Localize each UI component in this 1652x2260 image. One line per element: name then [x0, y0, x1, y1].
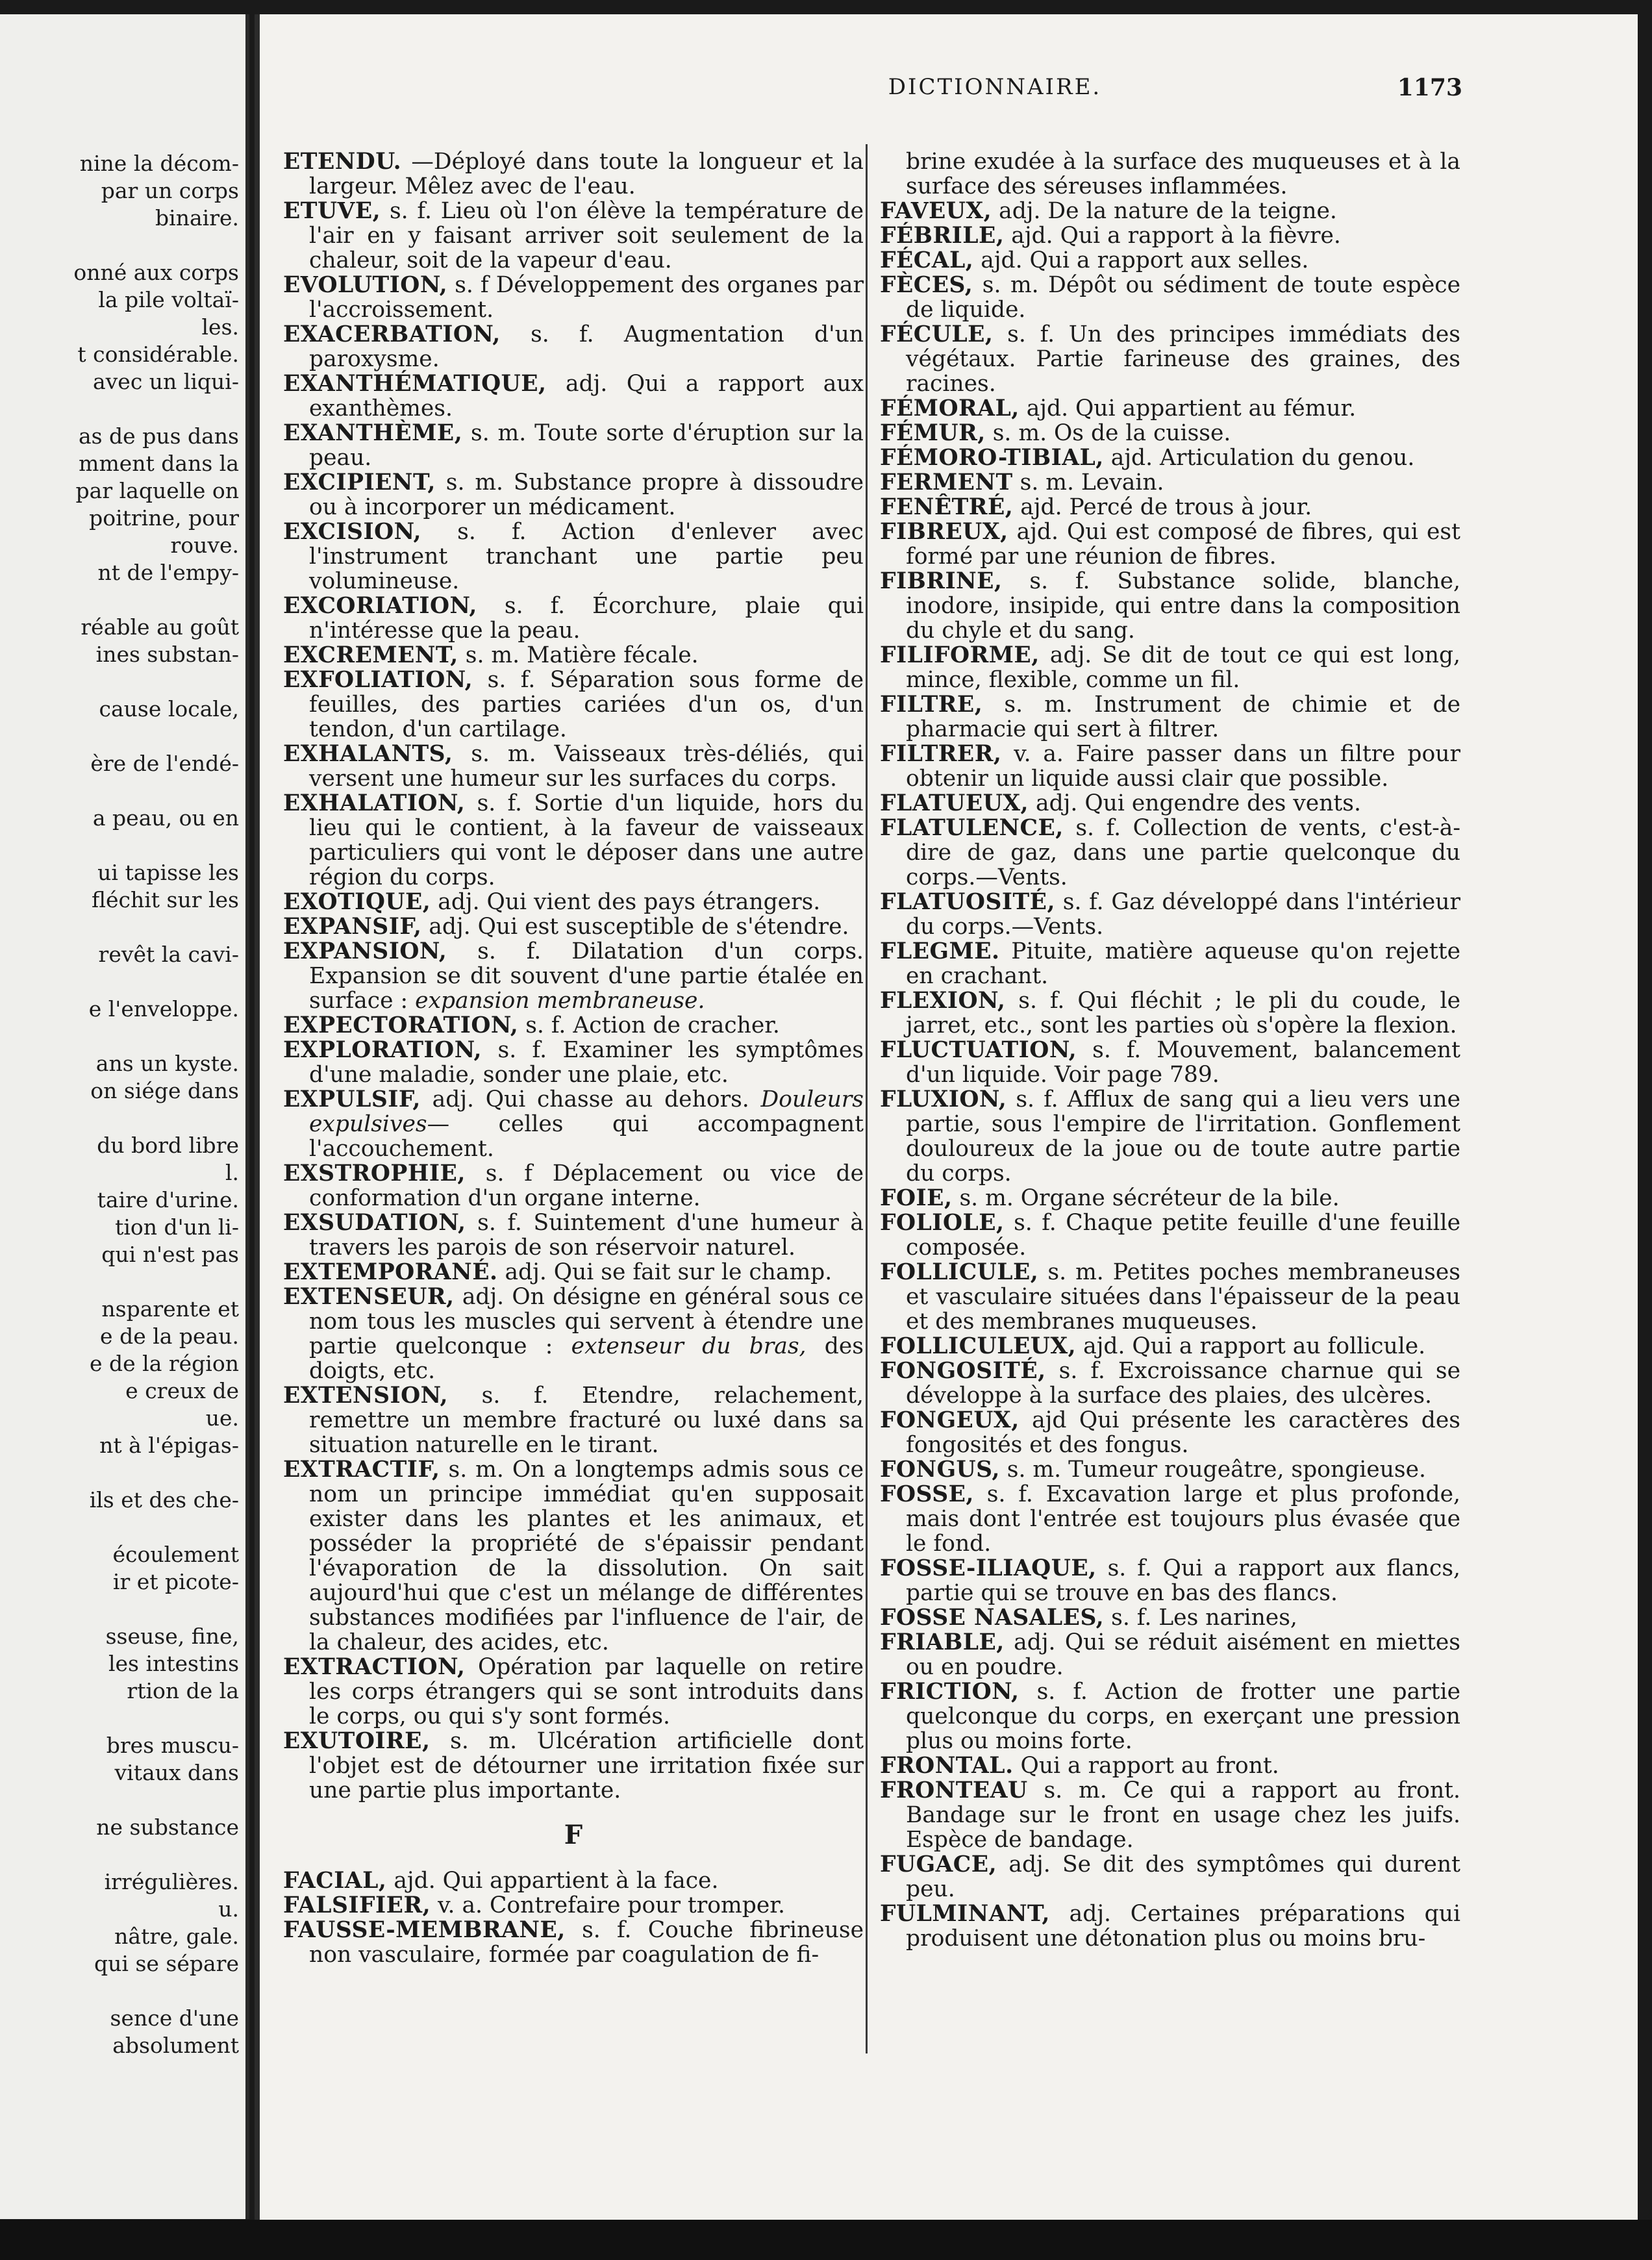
dictionary-entry — [283, 914, 864, 939]
facing-page-line: nine la décom- — [79, 151, 239, 176]
entry-definition: s. f. Collection de vents, c'est-à-dire de gaz, dans une partie quelconque du corps.—Vents. — [906, 815, 1460, 890]
facing-page-line: ans un kyste. — [95, 1051, 239, 1076]
dictionary-entry — [283, 742, 864, 791]
facing-page-line: t considérable. — [77, 342, 239, 367]
dictionary-entry — [283, 1161, 864, 1211]
facing-page-line: ne substance — [96, 1814, 239, 1840]
entry-headword: ETUVE, — [283, 198, 381, 224]
entry-definition: adj. De la nature de la teigne. — [999, 198, 1337, 224]
dictionary-page — [255, 14, 1638, 2254]
entry-headword: EXSUDATION, — [283, 1210, 466, 1236]
left-column — [283, 149, 864, 1967]
dictionary-entry — [283, 322, 864, 371]
entry-definition: s. f. Séparation sous forme de feuilles, des parties cariées d'un os, d'un tendon, d'un cartilage. — [309, 667, 864, 742]
entry-definition: adj. Qui vient des pays étrangers. — [438, 889, 821, 915]
entry-headword: FOSSE, — [880, 1481, 974, 1507]
facing-page-line: les intestins — [108, 1651, 239, 1676]
dictionary-entry — [880, 421, 1460, 446]
facing-page-line: on siége dans — [90, 1078, 239, 1103]
dictionary-entry-exploration — [283, 1038, 864, 1087]
facing-page-line: l. — [225, 1160, 239, 1185]
entry-definition: adj. Certaines préparations qui produisent une détonation plus ou moins bru- — [906, 1901, 1460, 1952]
entry-definition: s. f. Etendre, relachement, remettre un membre fracturé ou luxé dans sa situation naturelle en le tirant. — [309, 1383, 864, 1458]
entry-headword: FÉMORAL, — [880, 396, 1020, 421]
entry-definition: s. f. Substance solide, blanche, inodore, insipide, qui entre dans la composition du chyle et du sang. — [906, 568, 1461, 644]
entry-headword: FRONTEAU — [880, 1777, 1028, 1803]
dictionary-entry — [880, 1482, 1460, 1556]
entry-definition: ajd. Qui appartient à la face. — [394, 1868, 719, 1894]
entry-definition: s. f. Couche fibrineuse non vasculaire, formée par coagulation de fi- — [309, 1917, 864, 1968]
facing-page-line: la pile voltaï- — [98, 287, 239, 312]
entry-definition: s. m. Ulcération artificielle dont l'objet est de détourner une irritation fixée sur une partie plus importante. — [309, 1728, 864, 1803]
entry-group-f-start — [283, 1868, 864, 1967]
entry-headword: FLATUOSITÉ, — [880, 889, 1055, 915]
dictionary-entry — [283, 668, 864, 742]
entry-definition: s. f. Qui a rapport aux flancs, partie qui se trouve en bas des flancs. — [906, 1555, 1461, 1606]
dictionary-entry — [283, 1383, 864, 1457]
entry-headword: EXTENSEUR, — [283, 1284, 455, 1310]
entry-group-e-part1 — [283, 149, 864, 939]
entry-headword: FÉMORO-TIBIAL, — [880, 445, 1104, 471]
entry-definition: s. m. Levain. — [1020, 470, 1164, 496]
facing-page-line: avec un liqui- — [92, 369, 239, 394]
dictionary-entry — [283, 890, 864, 914]
facing-page-line: onné aux corps — [73, 260, 239, 285]
entry-headword: FIBREUX, — [880, 519, 1008, 545]
dictionary-entry — [283, 520, 864, 594]
facing-page-line: irrégulières. — [104, 1869, 239, 1894]
entry-definition: ajd. Qui est composé de fibres, qui est formé par une réunion de fibres. — [906, 519, 1460, 570]
facing-page-line: écoulement — [112, 1542, 239, 1567]
dictionary-entry — [880, 396, 1460, 421]
entry-headword: ETENDU. — [283, 149, 402, 175]
dictionary-entry — [880, 1605, 1460, 1630]
dictionary-entry — [880, 495, 1460, 520]
facing-page-line: u. — [218, 1896, 239, 1922]
entry-headword: EXPULSIF, — [283, 1086, 421, 1112]
entry-headword: FÉCAL, — [880, 247, 974, 273]
facing-page-line: par un corps — [101, 178, 239, 203]
facing-page-line: bres muscu- — [106, 1733, 239, 1758]
entry-definition: ajd. Qui appartient au fémur. — [1026, 396, 1357, 421]
entry-headword: FILTRER, — [880, 741, 1002, 767]
dictionary-entry — [880, 1359, 1460, 1408]
entry-headword: FLEGME. — [880, 938, 1000, 964]
dictionary-entry — [283, 470, 864, 520]
dictionary-entry — [880, 791, 1460, 816]
entry-headword: EXUTOIRE, — [283, 1728, 431, 1754]
dictionary-entry — [880, 199, 1460, 223]
entry-definition: s. m. Substance propre à dissoudre ou à incorporer un médicament. — [309, 470, 864, 520]
facing-page-line: e l'enveloppe. — [88, 996, 239, 1022]
facing-page-line: nâtre, gale. — [114, 1924, 239, 1949]
entry-headword: FUGACE, — [880, 1852, 997, 1877]
entry-definition: s. f. Un des principes immédiats des végétaux. Partie farineuse des graines, des racines. — [906, 321, 1461, 397]
entry-definition: s. m. Os de la cuisse. — [992, 420, 1231, 446]
entry-definition: ajd. Qui a rapport aux selles. — [981, 247, 1309, 273]
entry-definition: s. f Déplacement ou vice de conformation d'un organe interne. — [309, 1161, 864, 1211]
dictionary-entry — [880, 1556, 1460, 1605]
entry-definition-cont: — celles qui accompagnent l'accouchement. — [309, 1111, 864, 1162]
entry-definition: adj. Se dit des symptômes qui durent peu. — [906, 1852, 1460, 1902]
dictionary-entry — [880, 692, 1460, 742]
entry-italic-example: expansion membraneuse. — [415, 988, 705, 1014]
dictionary-entry — [880, 149, 1460, 199]
entry-headword: EXANTHÉMATIQUE, — [283, 371, 547, 397]
right-column — [880, 149, 1460, 1951]
entry-definition: s. f. Mouvement, balancement d'un liquide. Voir page 789. — [906, 1037, 1460, 1088]
entry-headword: FLUXION, — [880, 1086, 1007, 1112]
facing-page-fragment — [0, 14, 249, 2219]
facing-page-line: nt de l'empy- — [97, 560, 239, 585]
dictionary-entry — [880, 1408, 1460, 1457]
dictionary-entry — [880, 1852, 1460, 1902]
facing-page-line: nt à l'épigas- — [99, 1433, 239, 1458]
dictionary-entry — [880, 446, 1460, 470]
entry-headword: FÈCES, — [880, 272, 973, 298]
dictionary-entry — [880, 1334, 1460, 1359]
entry-headword: EXCORIATION, — [283, 593, 477, 619]
dictionary-entry — [880, 1778, 1460, 1852]
facing-page-line: as de pus dans — [78, 423, 239, 449]
dictionary-entry — [880, 569, 1460, 643]
entry-definition: v. a. Faire passer dans un filtre pour obtenir un liquide aussi clair que possible. — [906, 741, 1460, 792]
page-number: 1173 — [1397, 74, 1462, 101]
letter-section-heading: F — [564, 1820, 583, 1850]
entry-definition: s. f. Examiner les symptômes d'une maladie, sonder une plaie, etc. — [309, 1037, 864, 1088]
dictionary-entry — [283, 643, 864, 668]
entry-headword: FRONTAL. — [880, 1753, 1014, 1779]
entry-definition: s. m. Organe sécréteur de la bile. — [959, 1185, 1340, 1211]
entry-headword: FOLIOLE, — [880, 1210, 1005, 1236]
entry-headword: FONGEUX, — [880, 1407, 1020, 1433]
entry-headword: EXHALANTS, — [283, 741, 453, 767]
facing-page-line: sence d'une — [110, 2005, 239, 2031]
entry-definition: s. f. Qui fléchit ; le pli du coude, le jarret, etc., sont les parties où s'opère la flexion. — [906, 988, 1461, 1038]
facing-page-line: du bord libre — [97, 1133, 239, 1158]
page-gutter-shadow — [255, 14, 260, 2254]
dictionary-entry — [880, 1186, 1460, 1211]
entry-headword: FONGUS, — [880, 1457, 1000, 1483]
entry-headword: EXHALATION, — [283, 790, 466, 816]
facing-page-line: cause locale, — [99, 696, 239, 722]
dictionary-entry — [283, 1260, 864, 1285]
dictionary-entry — [283, 273, 864, 322]
entry-definition: ajd. Qui a rapport à la fièvre. — [1011, 223, 1341, 249]
entry-headword: EVOLUTION, — [283, 272, 448, 298]
entry-headword: FLEXION, — [880, 988, 1006, 1014]
facing-page-line: a peau, ou en — [92, 805, 239, 831]
facing-page-line: ère de l'endé- — [90, 751, 239, 776]
entry-definition: —Déployé dans toute la longueur et la largeur. Mêlez avec de l'eau. — [309, 149, 864, 199]
dictionary-entry — [880, 470, 1460, 495]
entry-definition: Opération par laquelle on retire les corps étrangers qui se sont introduits dans le corps, ou qui s'y sont formés. — [309, 1654, 864, 1729]
dictionary-entry — [880, 890, 1460, 939]
entry-headword: EXACERBATION, — [283, 321, 501, 347]
entry-headword: FÉMUR, — [880, 420, 986, 446]
dictionary-entry — [283, 1868, 864, 1893]
dictionary-entry — [880, 1630, 1460, 1679]
entry-headword: EXPANSION, — [283, 938, 447, 964]
entry-definition: s. m. Tumeur rougeâtre, spongieuse. — [1007, 1457, 1427, 1483]
facing-page-line: ines substan- — [95, 642, 239, 667]
entry-group-e-part2 — [283, 1161, 864, 1285]
entry-headword: EXSTROPHIE, — [283, 1161, 466, 1186]
facing-page-line: ue. — [205, 1405, 239, 1431]
facing-page-line: revêt la cavi- — [98, 942, 239, 967]
entry-definition: adj. Qui se fait sur le champ. — [505, 1259, 832, 1285]
entry-definition: ajd. Articulation du genou. — [1110, 445, 1415, 471]
entry-headword: FRICTION, — [880, 1679, 1020, 1705]
dictionary-entry — [283, 371, 864, 421]
facing-page-line: ils et des che- — [89, 1487, 239, 1513]
dictionary-entry — [283, 1457, 864, 1655]
entry-definition: ajd. Percé de trous à jour. — [1020, 494, 1312, 520]
entry-headword: EXFOLIATION, — [283, 667, 473, 693]
dictionary-entry — [880, 273, 1460, 322]
entry-definition: s. f. Lieu où l'on élève la température de l'air en y faisant arriver soit seulement de la chaleur, soit de la vapeur d'eau. — [309, 198, 864, 273]
entry-headword: FAVEUX, — [880, 198, 992, 224]
dictionary-entry — [283, 199, 864, 273]
entry-headword: FLATUEUX, — [880, 790, 1029, 816]
entry-definition: s. m. Instrument de chimie et de pharmacie qui sert à filtrer. — [906, 692, 1460, 742]
entry-headword: FALSIFIER, — [283, 1892, 431, 1918]
dictionary-entry — [283, 149, 864, 199]
entry-headword: EXTRACTION, — [283, 1654, 466, 1680]
entry-definition: adj. Qui chasse au dehors. — [432, 1086, 749, 1112]
entry-headword: EXOTIQUE, — [283, 889, 431, 915]
entry-headword: FOLLICULEUX, — [880, 1333, 1077, 1359]
dictionary-entry — [283, 1729, 864, 1803]
entry-definition: adj. Qui est susceptible de s'étendre. — [429, 914, 849, 940]
facing-page-line: sseuse, fine, — [105, 1624, 239, 1649]
entry-headword: FOSSE-ILIAQUE, — [880, 1555, 1097, 1581]
entry-definition: s. f. Dilatation d'un corps. Expansion se dit souvent d'une partie étalée en surface : — [309, 938, 864, 1014]
entry-headword: FÉBRILE, — [880, 223, 1005, 249]
entry-headword: EXPANSIF, — [283, 914, 422, 940]
facing-page-line: mment dans la — [79, 451, 239, 476]
dictionary-entry — [880, 1087, 1460, 1186]
entry-definition: Qui a rapport au front. — [1020, 1753, 1279, 1779]
facing-page-line: vitaux dans — [114, 1760, 239, 1785]
dictionary-entry — [880, 1211, 1460, 1260]
entry-headword: FILIFORME, — [880, 642, 1040, 668]
entry-definition: s. f. Excroissance charnue qui se développe à la surface des plaies, des ulcères. — [906, 1358, 1461, 1409]
entry-definition: s. m. Ce qui a rapport au front. Bandage sur le front en usage chez les juifs. Espèce de bandage. — [906, 1777, 1460, 1853]
facing-page-line: e creux de — [125, 1378, 239, 1403]
entry-definition: s. m. Toute sorte d'éruption sur la peau. — [309, 420, 864, 471]
entry-definition: adj. On désigne en général sous ce nom tous les muscles qui servent à étendre une partie quelconque : — [309, 1284, 864, 1359]
dictionary-entry — [880, 248, 1460, 273]
facing-page-line: qui n'est pas — [101, 1242, 239, 1267]
dictionary-entry — [283, 1918, 864, 1967]
entry-headword: EXPLORATION, — [283, 1037, 482, 1063]
dictionary-entry — [880, 520, 1460, 569]
entry-definition: s. f. Action de frotter une partie quelconque du corps, en exerçant une pression plus ou moins forte. — [906, 1679, 1460, 1754]
entry-definition: s. m. Dépôt ou sédiment de toute espèce de liquide. — [906, 272, 1460, 323]
entry-headword: EXANTHÈME, — [283, 420, 463, 446]
entry-headword: FOSSE NASALES, — [880, 1605, 1105, 1631]
dictionary-entry — [283, 1893, 864, 1918]
entry-headword: EXTENSION, — [283, 1383, 449, 1409]
entry-headword: FOIE, — [880, 1185, 953, 1211]
entry-italic-example: Douleurs expulsives — [309, 1086, 864, 1137]
entry-headword: FLATULENCE, — [880, 815, 1064, 841]
dictionary-entry — [283, 421, 864, 470]
entry-definition: s. f. Suintement d'une humeur à travers les parois de son réservoir naturel. — [309, 1210, 864, 1261]
facing-page-line: e de la région — [90, 1351, 239, 1376]
entry-headword: FAUSSE-MEMBRANE, — [283, 1917, 566, 1943]
entry-headword: EXTRACTIF, — [283, 1457, 440, 1483]
entry-definition: s. f. Les narines, — [1111, 1605, 1297, 1631]
entry-group-f — [880, 149, 1460, 1951]
entry-definition: brine exudée à la surface des muqueuses et à la surface des séreuses inflammées. — [906, 149, 1460, 199]
entry-headword: FIBRINE, — [880, 568, 1003, 594]
dictionary-entry — [283, 791, 864, 890]
entry-definition: adj. Se dit de tout ce qui est long, mince, flexible, comme un fil. — [906, 642, 1460, 693]
entry-headword: FOLLICULE, — [880, 1259, 1039, 1285]
facing-page-line: tion d'un li- — [115, 1214, 239, 1240]
entry-headword: FLUCTUATION, — [880, 1037, 1077, 1063]
facing-page-line: absolument — [112, 2033, 239, 2058]
dictionary-entry — [880, 322, 1460, 396]
facing-page-line: rtion de la — [127, 1678, 239, 1703]
entry-definition: s. m. Vaisseaux très-déliés, qui versent une humeur sur les surfaces du corps. — [309, 741, 864, 792]
entry-headword: EXCREMENT, — [283, 642, 458, 668]
entry-definition: s. f. Augmentation d'un paroxysme. — [309, 321, 864, 372]
dictionary-entry — [880, 1038, 1460, 1087]
column-divider — [866, 144, 868, 2053]
entry-group-e-part3 — [283, 1383, 864, 1803]
entry-definition: s. f. Action de cracher. — [525, 1012, 780, 1038]
entry-headword: FRIABLE, — [880, 1629, 1005, 1655]
facing-page-line: rouve. — [170, 533, 239, 558]
entry-headword: EXPECTORATION, — [283, 1012, 519, 1038]
dictionary-entry — [880, 223, 1460, 248]
entry-headword: FULMINANT, — [880, 1901, 1050, 1927]
dictionary-entry — [880, 939, 1460, 988]
facing-page-line: taire d'urine. — [97, 1187, 239, 1212]
entry-definition: s. f. Excavation large et plus profonde, mais dont l'entrée est toujours plus évasée que le fond. — [906, 1481, 1461, 1557]
entry-definition: s. f. Écorchure, plaie qui n'intéresse que la peau. — [309, 593, 864, 644]
dictionary-entry — [283, 1211, 864, 1260]
entry-headword: EXCIPIENT, — [283, 470, 436, 496]
entry-definition: adj. Qui a rapport aux exanthèmes. — [309, 371, 864, 421]
entry-definition: s. m. Matière fécale. — [465, 642, 699, 668]
running-title: DICTIONNAIRE. — [888, 74, 1102, 100]
facing-page-line: nsparente et — [101, 1296, 239, 1322]
entry-headword: FERMENT — [880, 470, 1013, 496]
facing-page-line: qui se sépare — [94, 1951, 239, 1976]
dictionary-entry-expectoration — [283, 1013, 864, 1038]
dictionary-entry-extenseur — [283, 1285, 864, 1383]
entry-definition: s. f. Afflux de sang qui a lieu vers une partie, sous l'empire de l'irritation. Gonflement douloureux de la joue ou de toute autre partie du corps. — [906, 1086, 1460, 1186]
entry-headword: EXCISION, — [283, 519, 421, 545]
entry-definition: ajd. Qui a rapport au follicule. — [1083, 1333, 1426, 1359]
facing-page-line: poitrine, pour — [89, 505, 239, 531]
entry-headword: FILTRE, — [880, 692, 983, 718]
facing-page-line: fléchit sur les — [91, 887, 239, 912]
entry-definition: v. a. Contrefaire pour tromper. — [438, 1892, 785, 1918]
entry-definition: Pituite, matière aqueuse qu'on rejette en crachant. — [906, 938, 1460, 989]
entry-definition: ajd Qui présente les caractères des fongosités et des fongus. — [906, 1407, 1460, 1458]
dictionary-entry-expansion — [283, 939, 864, 1013]
facing-page-line: ui tapisse les — [97, 860, 239, 885]
facing-page-line: les. — [201, 314, 239, 340]
entry-definition: s. f. Action d'enlever avec l'instrument tranchant une partie peu volumineuse. — [309, 519, 864, 594]
dictionary-entry-expulsif — [283, 1087, 864, 1161]
entry-headword: FÉCULE, — [880, 321, 994, 347]
entry-italic-example: extenseur du bras, — [571, 1333, 807, 1359]
entry-definition: s. f. Sortie d'un liquide, hors du lieu qui le contient, à la faveur de vaisseaux particuliers qui vont le déposer dans une autre région du corps. — [309, 790, 864, 890]
entry-definition: s. m. On a longtemps admis sous ce nom un principe immédiat qu'en supposait exister dans les plantes et les animaux, et posséder la propriété de s'épaissir pendant l'évaporation de la dissolution. On sait aujourd'hui que c'est un mélange de différentes substances modifiées par l'influence de l'air, de la chaleur, des acides, etc. — [309, 1457, 864, 1655]
entry-definition-cont: des doigts, etc. — [309, 1333, 864, 1384]
entry-definition: s. f. Gaz développé dans l'intérieur du corps.—Vents. — [906, 889, 1461, 940]
dictionary-entry — [880, 1753, 1460, 1778]
entry-definition: adj. Qui engendre des vents. — [1036, 790, 1361, 816]
dictionary-entry — [880, 742, 1460, 791]
entry-headword: FONGOSITÉ, — [880, 1358, 1046, 1384]
facing-page-line: ir et picote- — [112, 1569, 239, 1594]
entry-definition: s. f Développement des organes par l'accroissement. — [309, 272, 864, 323]
dictionary-entry — [880, 816, 1460, 890]
entry-headword: FENÊTRÉ, — [880, 494, 1014, 520]
facing-page-line: réable au goût — [81, 614, 239, 640]
entry-definition: s. m. Petites poches membraneuses et vasculaire situées dans l'épaisseur de la peau et des membranes muqueuses. — [906, 1259, 1460, 1335]
dictionary-entry — [880, 643, 1460, 692]
facing-page-line: e de la peau. — [100, 1324, 239, 1349]
facing-page-line: par laquelle on — [75, 478, 239, 503]
dictionary-entry — [283, 594, 864, 643]
dictionary-entry — [880, 1902, 1460, 1951]
dictionary-entry — [880, 1457, 1460, 1482]
dictionary-entry — [283, 1655, 864, 1729]
dictionary-entry — [880, 1260, 1460, 1334]
dictionary-entry — [880, 988, 1460, 1038]
scan-bottom-edge — [0, 2220, 1652, 2260]
entry-headword: EXTEMPORANÉ. — [283, 1259, 498, 1285]
entry-headword: FACIAL, — [283, 1868, 387, 1894]
dictionary-entry — [880, 1679, 1460, 1753]
entry-definition: s. f. Chaque petite feuille d'une feuille composée. — [906, 1210, 1461, 1261]
facing-page-line: binaire. — [155, 205, 239, 231]
entry-definition: adj. Qui se réduit aisément en miettes ou en poudre. — [906, 1629, 1461, 1680]
